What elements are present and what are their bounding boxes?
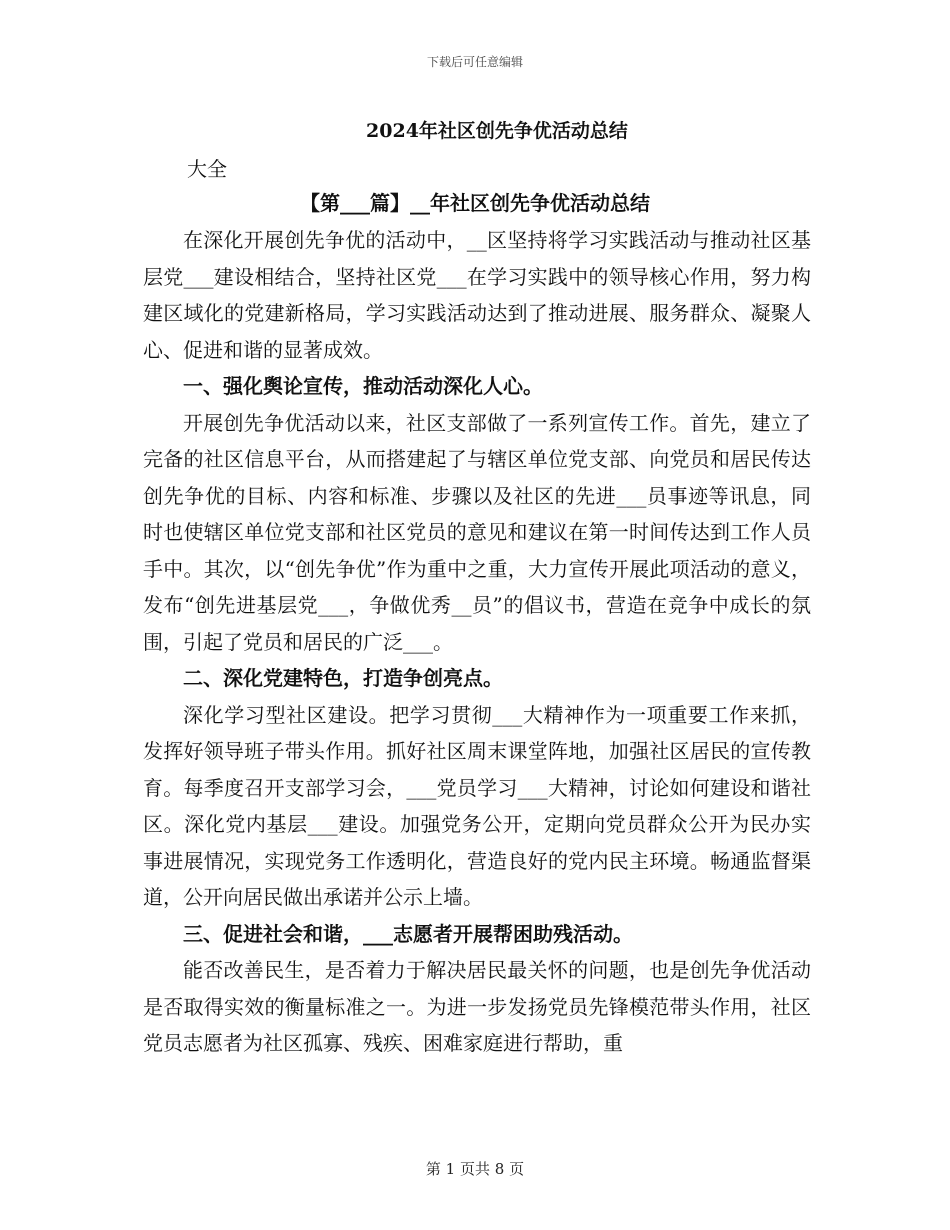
document-subtitle: 大全 bbox=[187, 157, 227, 181]
paragraph: 开展创先争优活动以来，社区支部做了一系列宣传工作。首先，建立了完备的社区信息平台，从而搭建起了与辖区单位党支部、向党员和居民传达创先争优的目标、内容和标准、步骤以及社区的先进___员事迹等讯息，同时也使辖区单位党支部和社区党员的意见和建议在第一时间传达到工作人员手中。其次，以“创先争优”作为重中之重，大力宣传开展此项活动的意义，发布“创先进基层党___，争做优秀__员”的倡议书，营造在竞争中成长的氛围，引起了党员和居民的广泛___。 bbox=[143, 410, 811, 654]
section-heading: 三、促进社会和谐，___志愿者开展帮困助残活动。 bbox=[183, 921, 633, 946]
paragraph: 深化学习型社区建设。把学习贯彻___大精神作为一项重要工作来抓，发挥好领导班子带头作用。抓好社区周末课堂阵地，加强社区居民的宣传教育。每季度召开支部学习会，___党员学习___大精神，讨论如何建设和谐社区。深化党内基层___建设。加强党务公开，定期向党员群众公开为民办实事进展情况，实现党务工作透明化，营造良好的党内民主环境。畅通监督渠道，公开向居民做出承诺并公示上墙。 bbox=[143, 702, 811, 909]
section-heading: 二、深化党建特色，打造争创亮点。 bbox=[183, 666, 503, 690]
page-footer-number: 第 1 页共 8 页 bbox=[425, 1160, 525, 1178]
page-header-note: 下载后可任意编辑 bbox=[426, 55, 523, 69]
paragraph: 在深化开展创先争优的活动中，__区坚持将学习实践活动与推动社区基层党___建设相结合，坚持社区党___在学习实践中的领导核心作用，努力构建区域化的党建新格局，学习实践活动达到了推动进展、服务群众、凝聚人心、促进和谐的显著成效。 bbox=[143, 228, 811, 362]
document-body bbox=[143, 222, 811, 1062]
paragraph: 能否改善民生，是否着力于解决居民最关怀的问题，也是创先争优活动是否取得实效的衡量标准之一。为进一步发扬党员先锋模范带头作用，社区党员志愿者为社区孤寡、残疾、困难家庭进行帮助，重 bbox=[143, 958, 811, 1055]
document-title: 2024年社区创先争优活动总结 bbox=[366, 120, 628, 142]
chapter-heading: 【第___篇】__年社区创先争优活动总结 bbox=[300, 191, 650, 215]
section-heading: 一、强化舆论宣传，推动活动深化人心。 bbox=[183, 374, 543, 398]
